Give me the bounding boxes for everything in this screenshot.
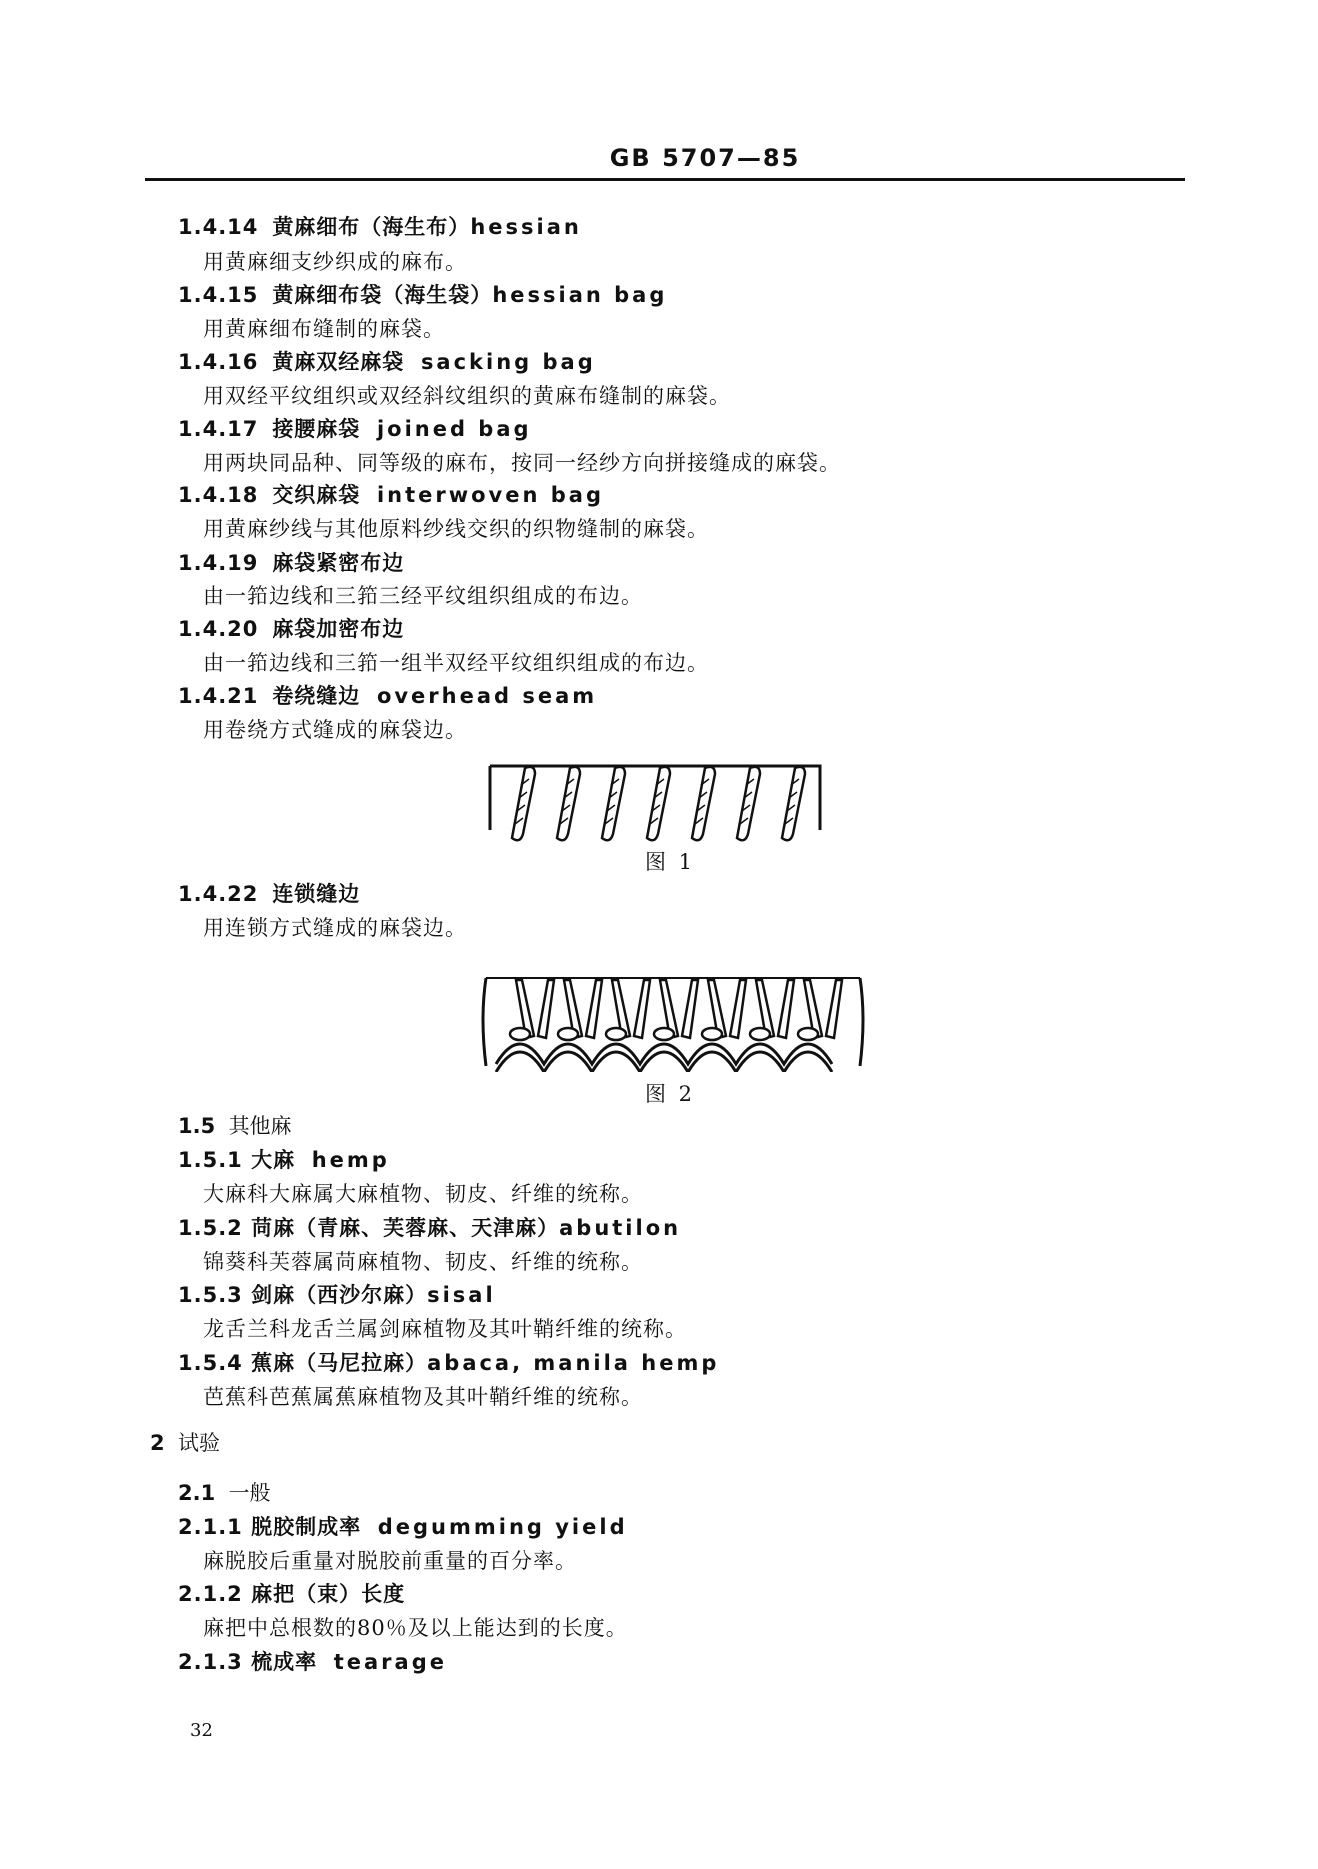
- term-definition: 芭蕉科芭蕉属蕉麻植物及其叶鞘纤维的统称。: [203, 1385, 643, 1409]
- term-heading: 1.4.16 黄麻双经麻袋 sacking bag: [178, 350, 596, 374]
- term-definition: 麻把中总根数的80％及以上能达到的长度。: [203, 1616, 628, 1640]
- term-definition: 用黄麻纱线与其他原料纱线交织的织物缝制的麻袋。: [203, 517, 709, 541]
- section-heading: 2.1 一般: [178, 1481, 271, 1505]
- term-definition: 用两块同品种、同等级的麻布，按同一经纱方向拼接缝成的麻袋。: [203, 451, 841, 475]
- term-heading: 1.4.17 接腰麻袋 joined bag: [178, 417, 532, 441]
- term-definition: 由一筘边线和三筘三经平纹组织组成的布边。: [203, 584, 643, 608]
- page-number: 32: [190, 1720, 213, 1741]
- figure-2-chain-seam: [478, 960, 868, 1072]
- term-definition: 大麻科大麻属大麻植物、韧皮、纤维的统称。: [203, 1182, 643, 1206]
- term-heading: 1.4.14 黄麻细布（海生布）hessian: [178, 215, 582, 239]
- term-heading: 1.4.15 黄麻细布袋（海生袋）hessian bag: [178, 283, 668, 307]
- term-heading: 1.5.3 剑麻（西沙尔麻）sisal: [178, 1283, 496, 1307]
- term-heading: 1.4.22 连锁缝边: [178, 882, 361, 906]
- standard-number: GB 5707—85: [609, 144, 801, 172]
- term-heading: 1.4.18 交织麻袋 interwoven bag: [178, 483, 604, 507]
- term-definition: 麻脱胶后重量对脱胶前重量的百分率。: [203, 1549, 577, 1573]
- term-definition: 用双经平纹组织或双经斜纹组织的黄麻布缝制的麻袋。: [203, 384, 731, 408]
- term-definition: 锦葵科芙蓉属苘麻植物、韧皮、纤维的统称。: [203, 1250, 643, 1274]
- document-header: [145, 138, 1185, 181]
- term-heading: 2.1.1 脱胶制成率 degumming yield: [178, 1515, 628, 1539]
- section-heading: 1.5 其他麻: [178, 1114, 292, 1138]
- figure-2-caption: 图 2: [645, 1082, 696, 1106]
- chapter-heading: 2 试验: [150, 1431, 220, 1455]
- figure-1-overhead-seam: [485, 760, 825, 850]
- figure-1-caption: 图 1: [645, 850, 696, 874]
- term-definition: 用黄麻细支纱织成的麻布。: [203, 250, 467, 274]
- term-definition: 用连锁方式缝成的麻袋边。: [203, 916, 467, 940]
- term-heading: 1.4.21 卷绕缝边 overhead seam: [178, 684, 598, 708]
- term-definition: 用卷绕方式缝成的麻袋边。: [203, 718, 467, 742]
- term-heading: 1.4.20 麻袋加密布边: [178, 617, 405, 641]
- term-heading: 1.5.1 大麻 hemp: [178, 1148, 390, 1172]
- term-heading: 2.1.3 梳成率 tearage: [178, 1650, 447, 1674]
- term-definition: 用黄麻细布缝制的麻袋。: [203, 317, 445, 341]
- term-heading: 1.4.19 麻袋紧密布边: [178, 551, 405, 575]
- term-heading: 2.1.2 麻把（束）长度: [178, 1582, 406, 1606]
- term-definition: 由一筘边线和三筘一组半双经平纹组织组成的布边。: [203, 651, 709, 675]
- term-heading: 1.5.2 苘麻（青麻、芙蓉麻、天津麻）abutilon: [178, 1216, 682, 1240]
- term-heading: 1.5.4 蕉麻（马尼拉麻）abaca, manila hemp: [178, 1351, 720, 1375]
- term-definition: 龙舌兰科龙舌兰属剑麻植物及其叶鞘纤维的统称。: [203, 1317, 687, 1341]
